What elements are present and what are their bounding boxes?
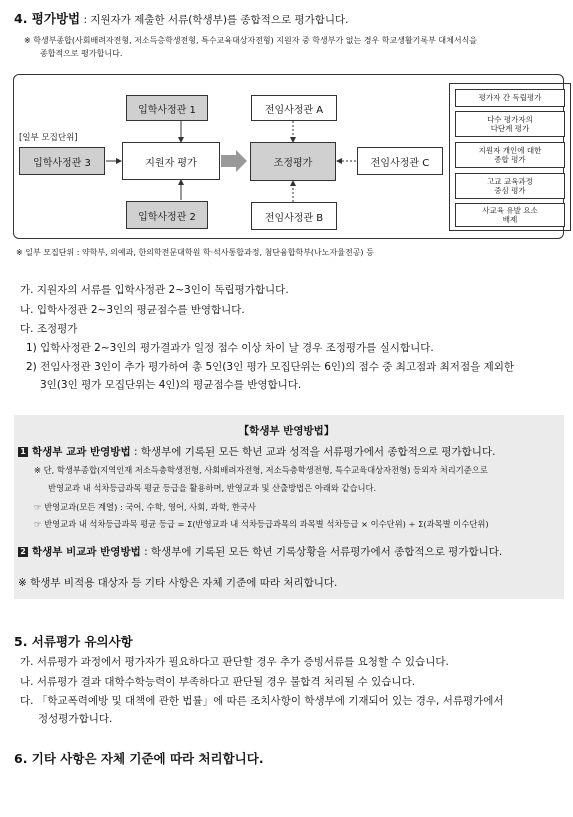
item1-note-line2: 반영교과 내 석차등급과목 평균 등급을 활용하며, 반영교과 및 산출방법은 아래와 같습니다. (48, 483, 377, 493)
officer-2-box: 입학사정관 2 (126, 201, 208, 229)
applicant-eval-box: 지원자 평가 (122, 142, 220, 180)
step-na: 나. 입학사정관 2~3인의 평균점수를 반영합니다. (20, 304, 245, 316)
step-ga: 가. 지원자의 서류를 입학사정관 2~3인이 독립평가합니다. (20, 284, 289, 296)
bracket-label: [일부 모집단위] (19, 133, 78, 143)
section5-ga: 가. 서류평가 과정에서 평가자가 필요하다고 판단할 경우 추가 증빙서류를 요청할 수 있습니다. (20, 656, 449, 668)
step-da-1: 1) 입학사정관 2~3인의 평가결과가 일정 점수 이상 차이 날 경우 조정평가를 실시합니다. (26, 342, 434, 354)
section5-da-line2: 정성평가합니다. (38, 713, 113, 725)
item1-sub1: ☞ 반영교과(모든 계열) : 국어, 수학, 영어, 사회, 과학, 한국사 (34, 502, 256, 512)
panel-title: 【학생부 반영방법】 (238, 425, 335, 437)
diagram-note: ※ 일부 모집단위 : 약학부, 의예과, 한의학전문대학원 학·석사통합과정, 첨단융합학부(나노자율전공) 등 (16, 248, 374, 257)
principle-5: 사교육 유발 요소 배제 (455, 203, 565, 227)
section5-title: 5. 서류평가 유의사항 (14, 634, 133, 649)
officer-3-box: 입학사정관 3 (19, 147, 105, 175)
item1-heading: 학생부 교과 반영방법 (32, 446, 131, 458)
item1-number-badge: 1 (18, 447, 28, 457)
item2-heading: 학생부 비교과 반영방법 (32, 546, 141, 558)
step-da: 다. 조정평가 (20, 323, 78, 335)
item2-number-badge: 2 (18, 547, 28, 557)
panel-item2 (18, 545, 502, 559)
principle-4: 고교 교육과정 중심 평가 (455, 173, 565, 199)
item1-sub2: ☞ 반영교과 내 석차등급과목 평균 등급 = Σ(반영교과 내 석차등급과목의 과목별 석차등급 × 이수단위) ÷ Σ(과목별 이수단위) (34, 519, 489, 529)
full-officer-c-box: 전임사정관 C (357, 147, 443, 175)
principle-3: 지원자 개인에 대한 종합 평가 (455, 142, 565, 168)
full-officer-a-box: 전임사정관 A (251, 95, 337, 121)
section5-na: 나. 서류평가 결과 대학수학능력이 부족하다고 판단될 경우 불합격 처리될 수 있습니다. (20, 676, 416, 688)
item1-note-line1: ※ 단, 학생부종합(지역인재 저소득층학생전형, 사회배려자전형, 저소득층학생전형, 특수교육대상자전형) 등외자 처리기준으로 (34, 465, 488, 475)
item1-text: : 학생부에 기록된 모든 학년 교과 성적을 서류평가에서 종합적으로 평가합니다. (130, 446, 496, 458)
section5-da-line1: 다. 「학교폭력예방 및 대책에 관한 법률」에 따른 조치사항이 학생부에 기재되어 있는 경우, 서류평가에서 (20, 695, 504, 707)
evaluation-diagram (13, 74, 564, 239)
section4-title: 4. 평가방법 (14, 11, 81, 26)
step-da-2-line2: 3인(3인 평가 모집단위는 4인)의 평균점수를 반영합니다. (40, 379, 302, 391)
adjust-eval-box: 조정평가 (250, 142, 336, 181)
full-officer-b-box: 전임사정관 B (251, 202, 337, 230)
section4-desc: : 지원자가 제출한 서류(학생부)를 종합적으로 평가합니다. (83, 14, 349, 26)
section4-note-line1: ※ 학생부종합(사회배려자전형, 저소득층학생전형, 특수교육대상자전형) 지원자 중 학생부가 없는 경우 학교생활기록부 대체서식을 (24, 36, 478, 45)
section4-note-line2: 종합적으로 평가합니다. (40, 49, 123, 58)
item2-text: : 학생부에 기록된 모든 학년 기록상황을 서류평가에서 종합적으로 평가합니다. (140, 546, 503, 558)
panel-item1 (18, 445, 495, 459)
step-da-2-line1: 2) 전임사정관 3인이 추가 평가하여 총 5인(3인 평가 모집단위는 6인)의 점수 중 최고점과 최저점을 제외한 (26, 361, 514, 373)
section4-heading (14, 12, 349, 27)
principle-1: 평가자 간 독립평가 (455, 89, 565, 107)
section6-title: 6. 기타 사항은 자체 기준에 따라 처리합니다. (14, 751, 264, 766)
officer-1-box: 입학사정관 1 (126, 95, 208, 121)
principle-2: 다수 평가자의 다단계 평가 (455, 111, 565, 137)
panel-footnote: ※ 학생부 비적용 대상자 등 기타 사항은 자체 기준에 따라 처리합니다. (18, 577, 338, 589)
